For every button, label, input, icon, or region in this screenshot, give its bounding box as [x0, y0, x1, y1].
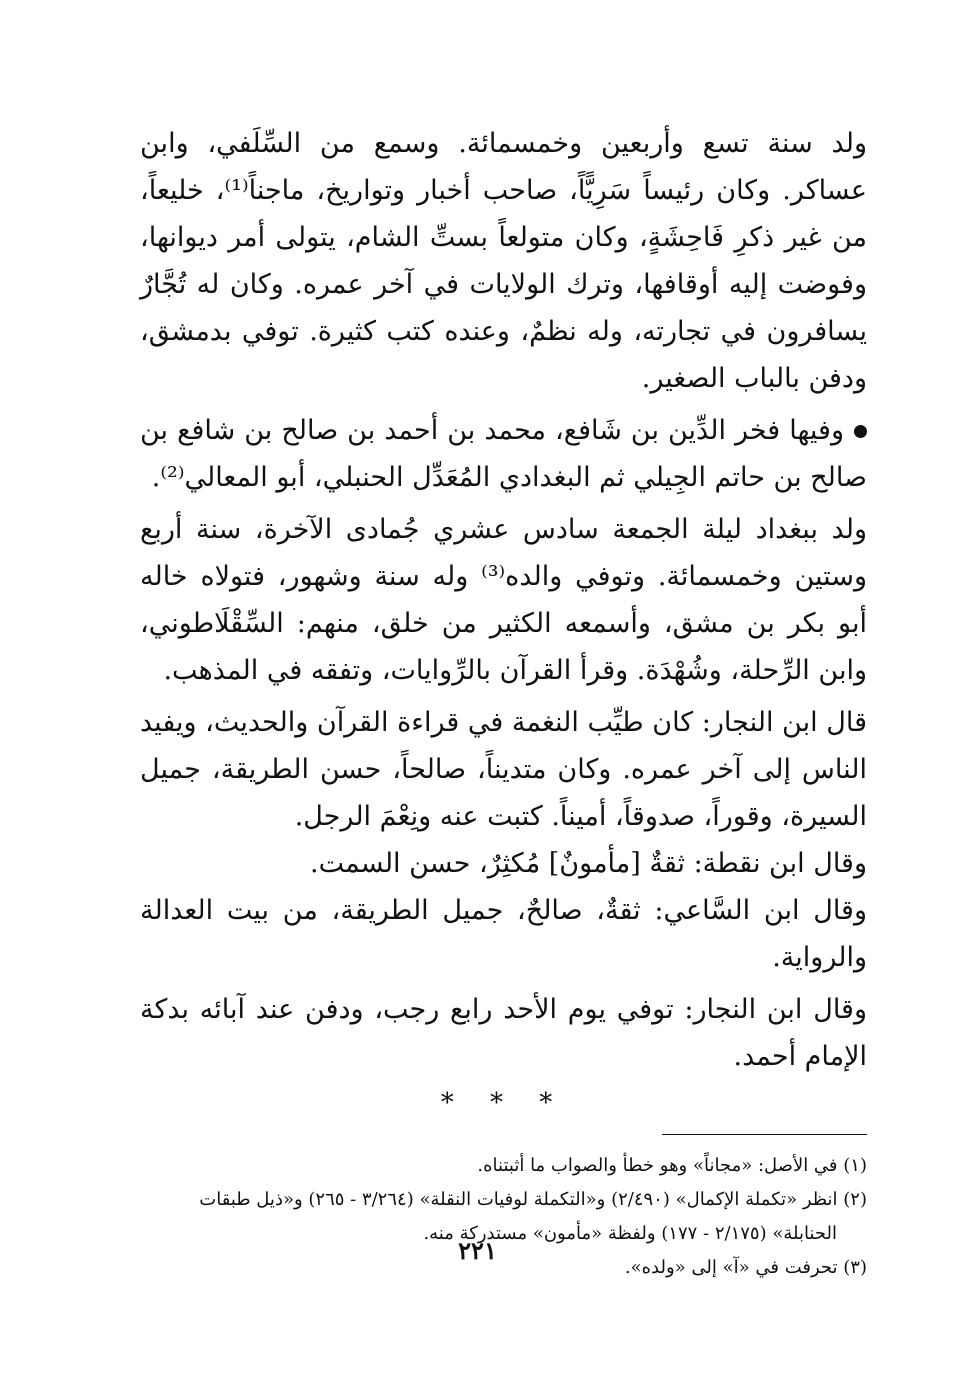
footnote-1: (١) في الأصل: «مجاناً» وهو خطأ والصواب ما أثبتناه. [477, 1155, 867, 1176]
book-page [140, 120, 867, 1278]
paragraph-death-and-burial: وقال ابن النجار: توفي يوم الأحد رابع رجب، ودفن عند آبائه بدكة الإمام أحمد. [140, 994, 867, 1072]
bullet-icon [854, 425, 867, 438]
section-separator: * * * [440, 1088, 567, 1118]
paragraph-ibn-al-najjar-quote: قال ابن النجار: كان طيِّب النغمة في قراءة القرآن والحديث، ويفيد الناس إلى آخر عمره. وكان متديناً، صالحاً، حسن الطريقة، جميل السيرة، وقوراً، صدوقاً، أميناً. كتبت عنه ونِعْمَ الرجل. [140, 707, 867, 832]
paragraph-ibn-nuqta-quote: وقال ابن نقطة: ثقةٌ [مأمونٌ] مُكثِرٌ، حسن السمت. [310, 848, 867, 879]
entry-heading-text: وفيها فخر الدِّين بن شَافع، محمد بن أحمد بن صالح بن شافع بن صالح بن حاتم الجِيلي ثم البغدادي المُعَدِّل الحنبلي، أبو المعالي⁽²⁾. [140, 415, 867, 493]
paragraph-birth-in-baghdad: ولد ببغداد ليلة الجمعة سادس عشري جُمادى الآخرة، سنة أربع وستين وخمسمائة. وتوفي والده⁽³⁾ وله سنة وشهور، فتولاه خاله أبو بكر بن مشق، وأسمعه الكثير من خلق، منهم: السِّقْلَاطوني، وابن الرِّحلة، وشُهْدَة. وقرأ القرآن بالرِّوايات، وتفقه في المذهب. [140, 514, 867, 686]
footnote-2-line-1: (٢) انظر «تكملة الإكمال» (٢/٤٩٠) و«التكملة لوفيات النقلة» (٣/٢٦٤ - ٢٦٥) و«ذيل طبقات [199, 1189, 867, 1210]
footnote-divider [662, 1134, 867, 1135]
paragraph-birth-and-biography: ولد سنة تسع وأربعين وخمسمائة. وسمع من السِّلَفي، وابن عساكر. وكان رئيساً سَرِيًّاً، صاحب أخبار وتواريخ، ماجناً⁽¹⁾، خليعاً، من غير ذكرِ فَاحِشَةٍ، وكان متولعاً بستِّ الشام، يتولى أمر ديوانها، وفوضت إليه أوقافها، وترك الولايات في آخر عمره. وكان له تُجَّارٌ يسافرون في تجارته، وله نظمٌ، وعنده كتب كثيرة. توفي بدمشق، ودفن بالباب الصغير. [140, 128, 867, 394]
paragraph-fakhr-al-din-entry [140, 407, 867, 501]
paragraph-ibn-al-saai-quote: وقال ابن السَّاعي: ثقةٌ، صالحٌ، جميل الطريقة، من بيت العدالة والرواية. [140, 895, 867, 973]
footnote-3: (٣) تحرفت في «آ» إلى «ولده». [624, 1257, 867, 1278]
footnote-2-line-2: الحنابلة» (٢/١٧٥ - ١٧٧) ولفظة «مأمون» مستدركة منه. [423, 1223, 837, 1244]
page-number: ٢٢١ [458, 1236, 497, 1265]
